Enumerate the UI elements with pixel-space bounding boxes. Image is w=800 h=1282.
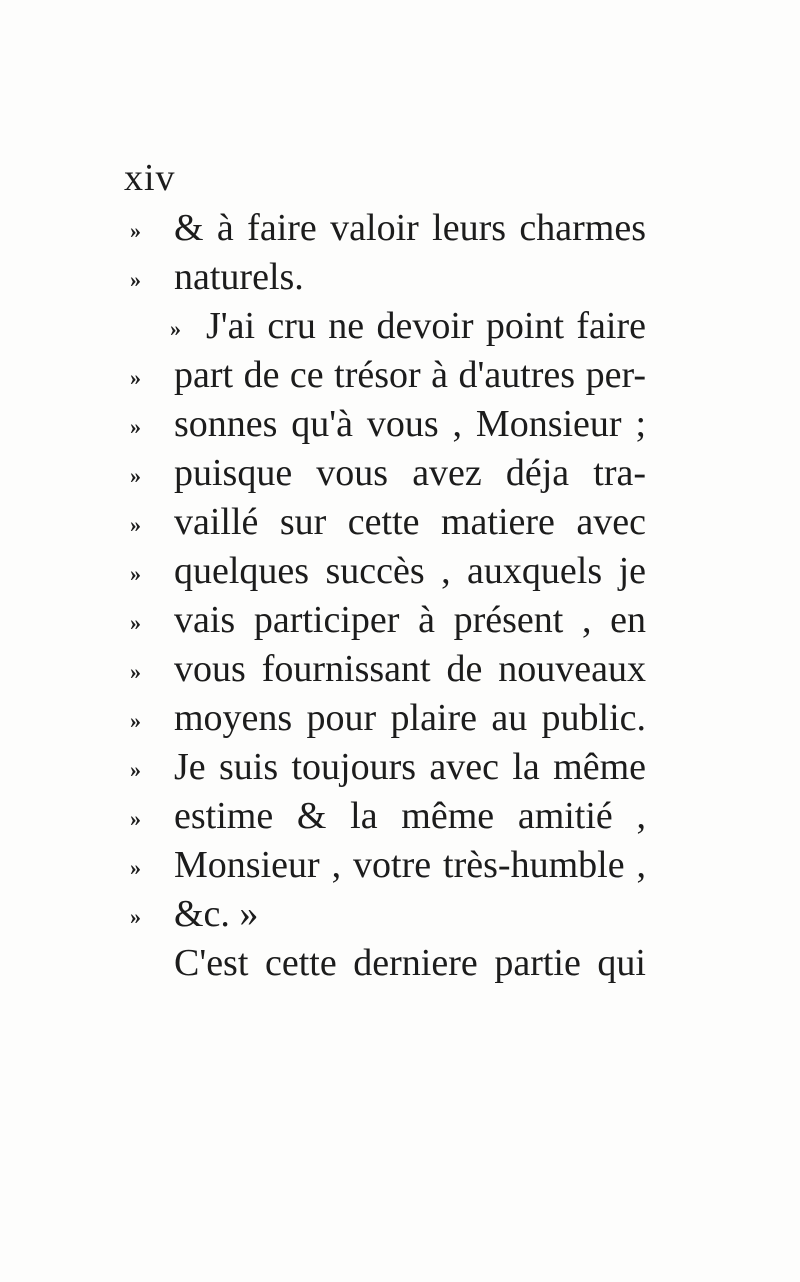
text-line [130,596,650,645]
line-text: sonnes qu'à vous , Monsieur ; [174,403,646,445]
quote-mark: » [130,414,141,439]
line-text: puisque vous avez déja tra- [174,452,646,494]
text-line [130,743,650,792]
line-text: C'est cette derniere partie qui [174,942,646,984]
quote-mark: » [130,365,141,390]
quote-mark: » [130,463,141,488]
quote-mark: » [130,561,141,586]
line-text: & à faire valoir leurs charmes [174,207,646,249]
text-line [130,792,650,841]
quote-mark: » [130,806,141,831]
line-text: Monsieur , votre très-humble , [174,844,646,886]
line-text: naturels. [174,256,304,298]
line-text: vous fournissant de nouveaux [174,648,646,690]
text-line [130,204,650,253]
quote-mark: » [170,316,181,341]
line-text: vais participer à présent , en [174,599,646,641]
text-line [130,351,650,400]
text-line [130,498,650,547]
text-line [130,890,650,939]
quote-mark: » [130,904,141,929]
quote-mark: » [130,218,141,243]
quote-mark: » [130,855,141,880]
line-text: part de ce trésor à d'autres per- [174,354,646,396]
text-line [130,253,650,302]
text-block [130,204,650,988]
line-text: Je suis toujours avec la même [174,746,646,788]
text-line [130,302,650,351]
quote-mark: » [130,757,141,782]
line-text: estime & la même amitié , [174,795,646,837]
quote-mark: » [130,659,141,684]
line-text: quelques succès , auxquels je [174,550,646,592]
text-line [130,645,650,694]
page-number: xiv [124,157,176,199]
line-text: &c. » [174,893,259,935]
text-line [130,939,650,988]
quote-mark: » [130,512,141,537]
text-line [130,449,650,498]
quote-mark: » [130,610,141,635]
line-text: J'ai cru ne devoir point faire [206,305,646,347]
quote-mark: » [130,267,141,292]
line-text: moyens pour plaire au public. [174,697,646,739]
line-text: vaillé sur cette matiere avec [174,501,646,543]
text-line [130,841,650,890]
text-line [130,400,650,449]
quote-mark: » [130,708,141,733]
text-line [130,547,650,596]
text-line [130,694,650,743]
